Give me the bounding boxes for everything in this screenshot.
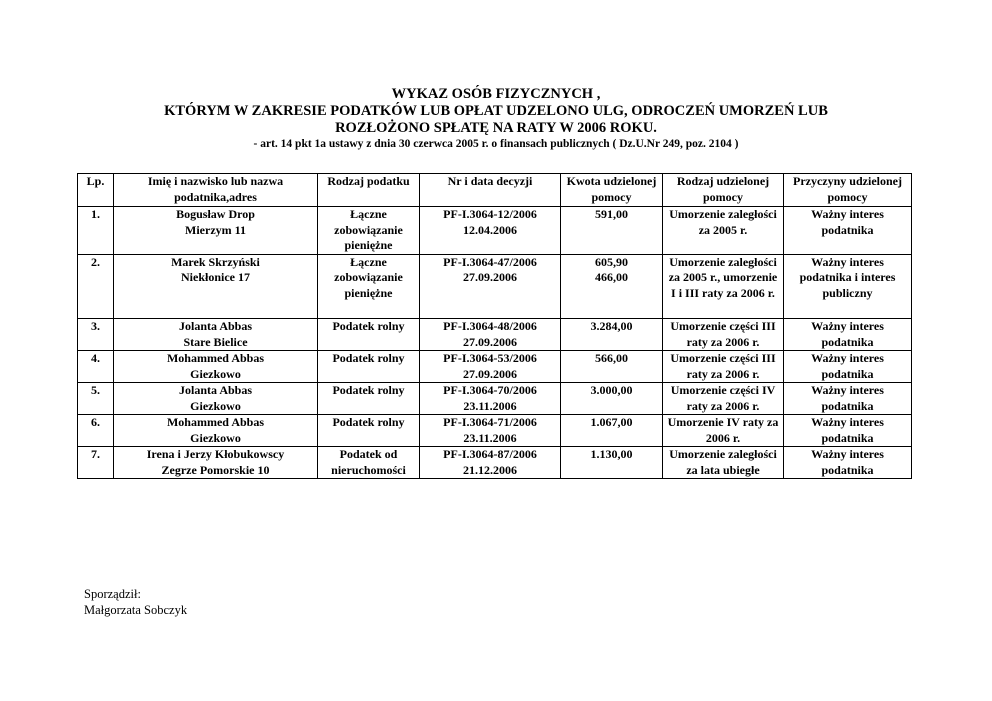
cell-reason-line-1: Ważny interes podatnika i interes publiczny xyxy=(799,254,896,300)
cell-name-address-line-2: Giezkowo xyxy=(190,398,241,413)
cell-reason-line-1: Ważny interes podatnika xyxy=(811,207,884,237)
table-row xyxy=(78,447,912,479)
cell-aid-type xyxy=(663,319,784,351)
cell-decision xyxy=(420,254,561,319)
cell-name-address-line-1: Irena i Jerzy Kłobukowscy xyxy=(146,447,285,461)
cell-aid-type xyxy=(663,351,784,383)
cell-name-address xyxy=(114,254,318,319)
cell-name-address-line-2: Giezkowo xyxy=(190,366,241,381)
cell-reason-line-1: Ważny interes podatnika xyxy=(811,383,884,413)
cell-tax-type xyxy=(318,447,420,479)
cell-decision-line-1: PF-I.3064-87/2006 xyxy=(443,447,537,461)
prepared-by-name: Małgorzata Sobczyk xyxy=(84,603,188,617)
cell-amount xyxy=(561,319,663,351)
legal-basis: - art. 14 pkt 1a ustawy z dnia 30 czerwca 2005 r. o finansach publicznych ( Dz.U.Nr 249, poz. 2104 ) xyxy=(253,138,739,150)
cell-reason xyxy=(784,447,912,479)
cell-amount-line-1: 3.000,00 xyxy=(590,383,633,397)
cell-name-address xyxy=(114,207,318,255)
column-header-tax-type: Rodzaj podatku xyxy=(318,174,420,207)
cell-decision xyxy=(420,319,561,351)
cell-reason-line-1: Ważny interes podatnika xyxy=(811,319,884,349)
cell-name-address xyxy=(114,319,318,351)
cell-tax-type-line-1: Łączne zobowiązanie pieniężne xyxy=(334,254,403,300)
cell-amount xyxy=(561,383,663,415)
prepared-by-label: Sporządził: xyxy=(84,587,141,601)
document-title: WYKAZ OSÓB FIZYCZNYCH , xyxy=(391,86,601,102)
cell-amount xyxy=(561,415,663,447)
column-header-aid-type: Rodzaj udzielonej pomocy xyxy=(663,174,784,207)
cell-name-address-line-2: Zegrze Pomorskie 10 xyxy=(161,462,270,477)
cell-tax-type-line-1: Podatek rolny xyxy=(332,415,405,429)
cell-amount-line-1: 566,00 xyxy=(595,351,628,365)
cell-decision xyxy=(420,207,561,255)
cell-aid-type-line-1: Umorzenie IV raty za 2006 r. xyxy=(667,415,779,445)
cell-tax-type-line-1: Podatek od nieruchomości xyxy=(331,447,406,477)
cell-decision xyxy=(420,447,561,479)
cell-decision-line-2: 21.12.2006 xyxy=(463,462,517,477)
cell-reason xyxy=(784,383,912,415)
cell-name-address-line-2: Stare Bielice xyxy=(183,334,248,349)
cell-name-address-line-2: Mierzym 11 xyxy=(185,222,246,237)
cell-reason xyxy=(784,207,912,255)
table-row xyxy=(78,319,912,351)
table-header-row xyxy=(78,174,912,207)
cell-name-address-line-2: Niekłonice 17 xyxy=(181,270,250,284)
cell-tax-type-line-1: Łączne zobowiązanie pieniężne xyxy=(334,207,403,252)
cell-reason-line-1: Ważny interes podatnika xyxy=(811,415,884,445)
cell-aid-type-line-1: Umorzenie zaległości za 2005 r. xyxy=(669,207,777,237)
cell-aid-type xyxy=(663,447,784,479)
table-row xyxy=(78,207,912,255)
relief-table xyxy=(77,173,912,479)
document-title-line-2: KTÓRYM W ZAKRESIE PODATKÓW LUB OPŁAT UDZELONO ULG, ODROCZEŃ UMORZEŃ LUB xyxy=(164,103,828,119)
column-header-reason: Przyczyny udzielonej pomocy xyxy=(784,174,912,207)
cell-aid-type xyxy=(663,415,784,447)
cell-tax-type xyxy=(318,254,420,319)
cell-lp xyxy=(78,254,114,319)
cell-lp-line-1: 1. xyxy=(91,207,100,221)
cell-decision-line-1: PF-I.3064-53/2006 xyxy=(443,351,537,365)
cell-tax-type-line-1: Podatek rolny xyxy=(332,383,405,397)
cell-tax-type xyxy=(318,351,420,383)
cell-decision-line-2: 12.04.2006 xyxy=(463,222,517,237)
cell-decision-line-2: 27.09.2006 xyxy=(463,366,517,381)
cell-aid-type-line-1: Umorzenie części III raty za 2006 r. xyxy=(670,319,776,349)
cell-name-address xyxy=(114,383,318,415)
table-row xyxy=(78,415,912,447)
cell-amount xyxy=(561,447,663,479)
cell-amount-line-1: 605,90 xyxy=(595,254,628,269)
cell-lp xyxy=(78,415,114,447)
cell-amount-line-1: 1.067,00 xyxy=(590,415,633,429)
cell-amount-line-2: 466,00 xyxy=(595,270,628,284)
cell-reason-line-1: Ważny interes podatnika xyxy=(811,447,884,477)
cell-tax-type-line-1: Podatek rolny xyxy=(332,351,405,365)
column-header-amount: Kwota udzielonej pomocy xyxy=(561,174,663,207)
cell-aid-type-line-1: Umorzenie części IV raty za 2006 r. xyxy=(670,383,776,413)
cell-reason xyxy=(784,319,912,351)
cell-aid-type xyxy=(663,254,784,319)
cell-reason xyxy=(784,415,912,447)
cell-aid-type xyxy=(663,383,784,415)
table-row xyxy=(78,351,912,383)
cell-amount-line-1: 591,00 xyxy=(595,207,628,221)
document-header xyxy=(0,86,992,152)
cell-name-address-line-1: Bogusław Drop xyxy=(176,207,255,221)
cell-reason-line-1: Ważny interes podatnika xyxy=(811,351,884,381)
cell-aid-type-line-1: Umorzenie zaległości za 2005 r., umorzenie I i III raty za 2006 r. xyxy=(668,254,778,300)
cell-aid-type xyxy=(663,207,784,255)
cell-decision xyxy=(420,351,561,383)
cell-lp-line-1: 4. xyxy=(91,351,100,365)
cell-reason xyxy=(784,254,912,319)
column-header-name: Imię i nazwisko lub nazwa podatnika,adres xyxy=(114,174,318,207)
cell-name-address-line-1: Jolanta Abbas xyxy=(178,319,253,333)
cell-aid-type-line-1: Umorzenie części III raty za 2006 r. xyxy=(670,351,776,381)
cell-name-address-line-1: Mohammed Abbas xyxy=(166,415,264,429)
table-row xyxy=(78,383,912,415)
cell-tax-type xyxy=(318,383,420,415)
cell-lp-line-1: 5. xyxy=(91,383,100,397)
cell-name-address-line-1: Mohammed Abbas xyxy=(166,351,264,365)
cell-lp xyxy=(78,383,114,415)
cell-lp-line-1: 7. xyxy=(91,447,100,461)
cell-lp-line-1: 3. xyxy=(91,319,100,333)
cell-decision-line-2: 23.11.2006 xyxy=(463,430,517,445)
cell-lp xyxy=(78,351,114,383)
cell-name-address xyxy=(114,447,318,479)
cell-decision-line-1: PF-I.3064-47/2006 xyxy=(443,254,537,269)
cell-lp-line-1: 6. xyxy=(91,415,100,429)
cell-name-address xyxy=(114,351,318,383)
column-header-lp: Lp. xyxy=(78,174,114,207)
cell-name-address-line-1: Jolanta Abbas xyxy=(178,383,253,397)
cell-decision xyxy=(420,415,561,447)
cell-amount xyxy=(561,207,663,255)
table-body xyxy=(78,207,912,479)
cell-lp-line-1: 2. xyxy=(91,254,100,269)
cell-lp xyxy=(78,447,114,479)
cell-tax-type-line-1: Podatek rolny xyxy=(332,319,405,333)
cell-amount-line-1: 1.130,00 xyxy=(590,447,633,461)
cell-decision-line-1: PF-I.3064-48/2006 xyxy=(443,319,537,333)
cell-lp xyxy=(78,319,114,351)
cell-decision-line-1: PF-I.3064-70/2006 xyxy=(443,383,537,397)
cell-decision-line-2: 23.11.2006 xyxy=(463,398,517,413)
cell-name-address xyxy=(114,415,318,447)
column-header-decision: Nr i data decyzji xyxy=(420,174,561,207)
cell-name-address-line-2: Giezkowo xyxy=(190,430,241,445)
cell-reason xyxy=(784,351,912,383)
cell-tax-type xyxy=(318,415,420,447)
cell-name-address-line-1: Marek Skrzyński xyxy=(171,254,260,269)
cell-tax-type xyxy=(318,319,420,351)
cell-decision-line-2: 27.09.2006 xyxy=(463,270,517,284)
cell-decision-line-1: PF-I.3064-12/2006 xyxy=(443,207,537,221)
cell-amount xyxy=(561,351,663,383)
cell-amount-line-1: 3.284,00 xyxy=(590,319,633,333)
footer xyxy=(84,586,187,618)
cell-decision xyxy=(420,383,561,415)
cell-aid-type-line-1: Umorzenie zaległości za lata ubiegłe xyxy=(669,447,777,477)
table-row xyxy=(78,254,912,319)
cell-decision-line-1: PF-I.3064-71/2006 xyxy=(443,415,537,429)
document-title-line-3: ROZŁOŻONO SPŁATĘ NA RATY W 2006 ROKU. xyxy=(335,120,657,136)
cell-tax-type xyxy=(318,207,420,255)
cell-decision-line-2: 27.09.2006 xyxy=(463,334,517,349)
cell-amount xyxy=(561,254,663,319)
cell-lp xyxy=(78,207,114,255)
